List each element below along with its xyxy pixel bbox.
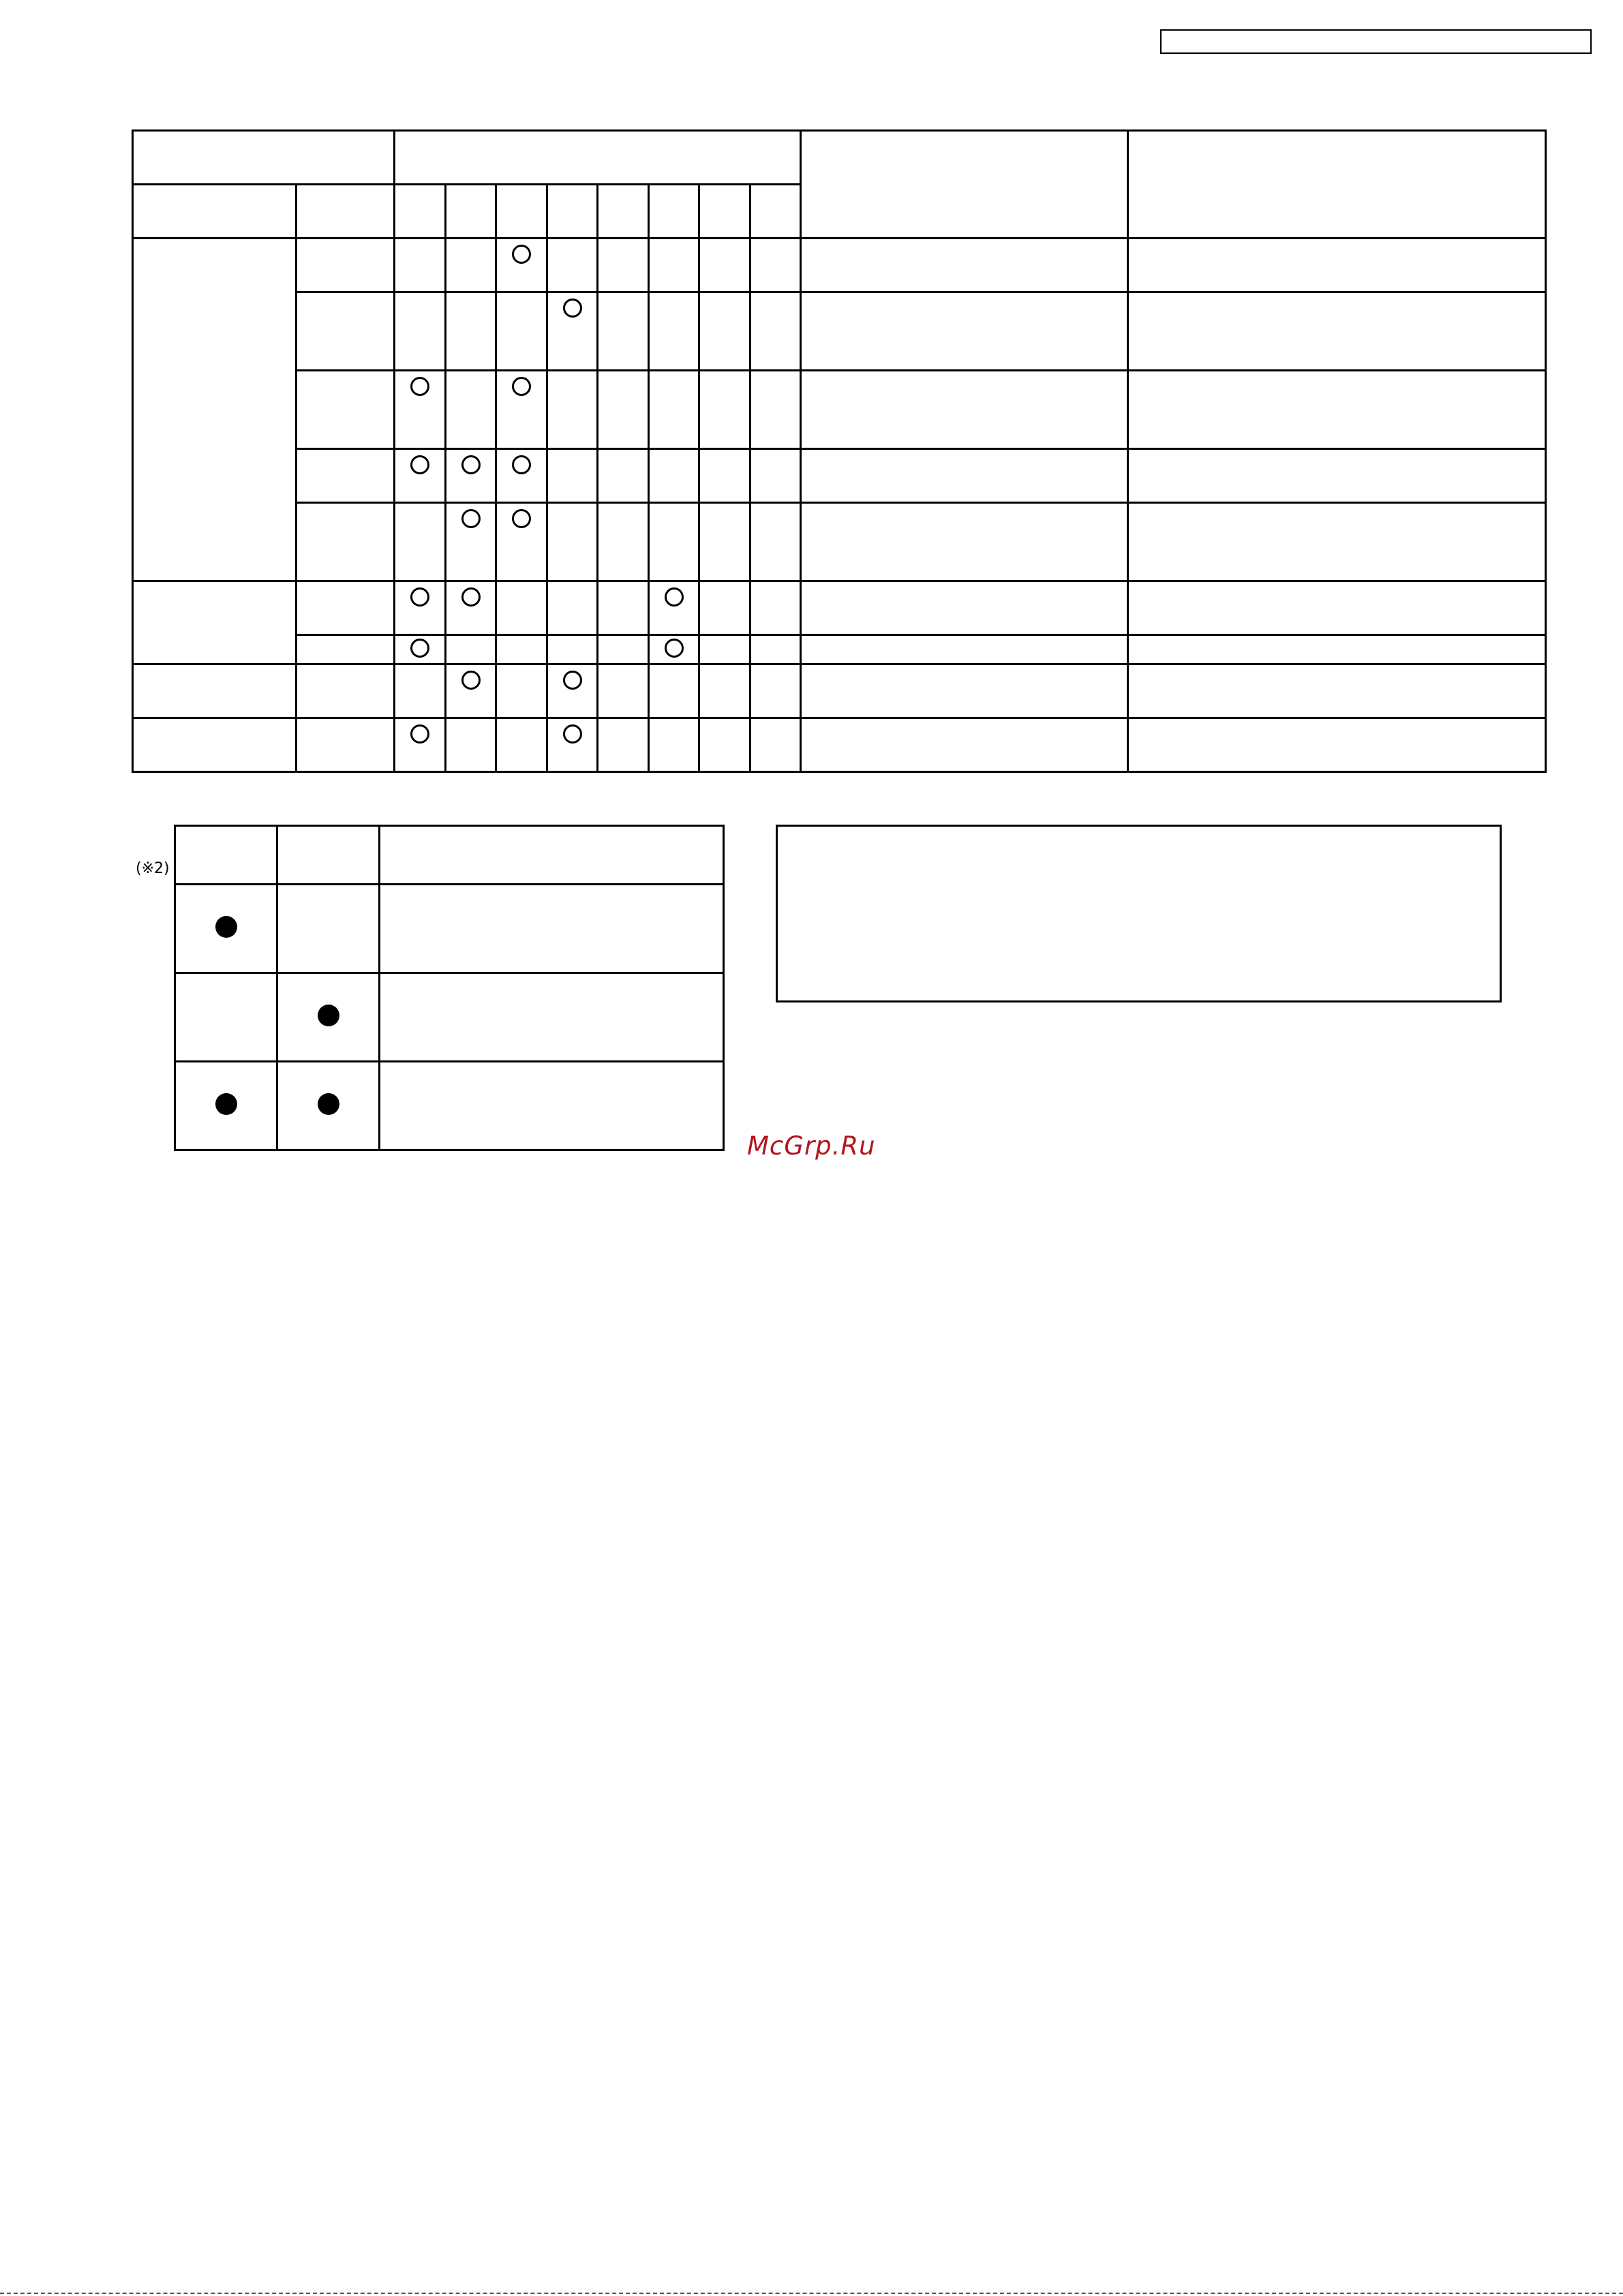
table-cell	[547, 718, 598, 772]
table-cell	[1128, 292, 1546, 371]
group-cell	[133, 718, 297, 772]
table-cell	[496, 449, 547, 503]
table-cell	[496, 239, 547, 292]
legend-cell	[277, 973, 380, 1062]
table-row	[133, 239, 1546, 292]
header-cell	[133, 185, 297, 239]
table-cell	[801, 581, 1128, 635]
legend-cell	[277, 885, 380, 973]
table-row	[133, 449, 1546, 503]
table-cell	[699, 292, 750, 371]
header-cell	[750, 185, 801, 239]
table-cell	[750, 581, 801, 635]
table-cell	[1128, 449, 1546, 503]
table-cell	[1128, 371, 1546, 449]
table-cell	[395, 635, 446, 664]
legend-cell	[277, 1062, 380, 1150]
header-cell	[1128, 131, 1546, 239]
table-cell	[297, 635, 395, 664]
header-cell	[496, 185, 547, 239]
header-cell	[446, 185, 496, 239]
table-cell	[446, 581, 496, 635]
document-id-box	[1160, 29, 1592, 54]
table-cell	[395, 371, 446, 449]
table-cell	[699, 503, 750, 581]
legend-row	[175, 973, 724, 1062]
table-cell	[649, 635, 699, 664]
table-cell	[598, 718, 649, 772]
table-cell	[649, 664, 699, 718]
open-circle-mark	[563, 724, 582, 744]
table-cell	[649, 239, 699, 292]
table-cell	[801, 718, 1128, 772]
filled-dot-mark	[215, 1093, 237, 1115]
table-cell	[297, 449, 395, 503]
table-cell	[1128, 239, 1546, 292]
table-cell	[446, 635, 496, 664]
table-row	[133, 664, 1546, 718]
footer-divider	[0, 2293, 1623, 2294]
legend-row	[175, 1062, 724, 1150]
table-cell	[649, 581, 699, 635]
table-cell	[547, 635, 598, 664]
table-cell	[801, 503, 1128, 581]
header-cell	[649, 185, 699, 239]
group-cell	[133, 239, 297, 581]
table-cell	[1128, 581, 1546, 635]
table-cell	[598, 581, 649, 635]
open-circle-mark	[410, 377, 429, 396]
open-circle-mark	[665, 639, 684, 658]
legend-header-row	[175, 826, 724, 885]
table-cell	[750, 239, 801, 292]
table-cell	[598, 371, 649, 449]
table-cell	[446, 718, 496, 772]
legend-cell	[277, 826, 380, 885]
open-circle-mark	[665, 587, 684, 607]
legend-cell	[175, 1062, 277, 1150]
table-cell	[496, 718, 547, 772]
header-cell	[395, 131, 801, 185]
table-cell	[496, 664, 547, 718]
legend-cell	[175, 885, 277, 973]
open-circle-mark	[461, 509, 481, 528]
table-cell	[297, 718, 395, 772]
open-circle-mark	[563, 671, 582, 690]
main-specification-table	[132, 129, 1547, 773]
open-circle-mark	[512, 509, 531, 528]
table-cell	[547, 449, 598, 503]
table-cell	[446, 503, 496, 581]
table-cell	[496, 581, 547, 635]
group-cell	[133, 581, 297, 664]
table-cell	[446, 449, 496, 503]
table-cell	[750, 503, 801, 581]
table-cell	[496, 292, 547, 371]
table-cell	[699, 449, 750, 503]
open-circle-mark	[461, 455, 481, 474]
table-cell	[395, 449, 446, 503]
table-cell	[395, 292, 446, 371]
table-cell	[395, 718, 446, 772]
watermark-text: McGrp.Ru	[747, 1131, 876, 1161]
table-cell	[496, 371, 547, 449]
open-circle-mark	[512, 377, 531, 396]
header-cell	[801, 131, 1128, 239]
table-row	[133, 581, 1546, 635]
table-cell	[598, 503, 649, 581]
legend-note-label: (※2)	[136, 860, 170, 877]
table-cell	[547, 503, 598, 581]
legend-cell	[175, 826, 277, 885]
table-cell	[547, 581, 598, 635]
table-cell	[395, 664, 446, 718]
open-circle-mark	[512, 245, 531, 264]
table-cell	[750, 292, 801, 371]
header-cell	[297, 185, 395, 239]
header-row-1	[133, 131, 1546, 185]
table-cell	[496, 503, 547, 581]
table-cell	[699, 664, 750, 718]
table-cell	[649, 371, 699, 449]
note-box	[776, 825, 1502, 1002]
legend-cell	[380, 885, 724, 973]
table-cell	[598, 292, 649, 371]
table-cell	[1128, 635, 1546, 664]
table-cell	[699, 371, 750, 449]
filled-dot-mark	[215, 916, 237, 938]
open-circle-mark	[410, 724, 429, 744]
table-cell	[547, 292, 598, 371]
open-circle-mark	[461, 671, 481, 690]
table-cell	[547, 664, 598, 718]
legend-cell	[380, 1062, 724, 1150]
table-cell	[699, 718, 750, 772]
table-cell	[297, 503, 395, 581]
table-cell	[297, 239, 395, 292]
table-cell	[297, 292, 395, 371]
table-cell	[598, 664, 649, 718]
legend-row	[175, 885, 724, 973]
open-circle-mark	[512, 455, 531, 474]
table-cell	[1128, 503, 1546, 581]
table-cell	[649, 503, 699, 581]
table-row	[133, 718, 1546, 772]
legend-cell	[175, 973, 277, 1062]
header-cell	[598, 185, 649, 239]
header-cell	[547, 185, 598, 239]
open-circle-mark	[461, 587, 481, 607]
table-cell	[297, 664, 395, 718]
table-cell	[395, 581, 446, 635]
filled-dot-mark	[318, 1093, 339, 1115]
table-cell	[801, 371, 1128, 449]
table-cell	[801, 239, 1128, 292]
table-cell	[649, 292, 699, 371]
table-cell	[446, 371, 496, 449]
table-cell	[598, 239, 649, 292]
table-cell	[750, 718, 801, 772]
table-cell	[297, 371, 395, 449]
table-row	[133, 371, 1546, 449]
open-circle-mark	[410, 639, 429, 658]
table-cell	[801, 664, 1128, 718]
table-cell	[750, 635, 801, 664]
table-cell	[598, 449, 649, 503]
table-cell	[649, 449, 699, 503]
open-circle-mark	[410, 455, 429, 474]
group-cell	[133, 664, 297, 718]
table-cell	[547, 371, 598, 449]
header-cell	[699, 185, 750, 239]
table-cell	[699, 581, 750, 635]
table-cell	[1128, 718, 1546, 772]
table-cell	[649, 718, 699, 772]
table-cell	[801, 449, 1128, 503]
table-cell	[750, 449, 801, 503]
table-cell	[801, 292, 1128, 371]
table-cell	[297, 581, 395, 635]
table-row	[133, 292, 1546, 371]
table-cell	[446, 664, 496, 718]
legend-cell	[380, 973, 724, 1062]
table-cell	[1128, 664, 1546, 718]
table-cell	[496, 635, 547, 664]
legend-cell	[380, 826, 724, 885]
table-cell	[699, 635, 750, 664]
table-row	[133, 503, 1546, 581]
table-row	[133, 635, 1546, 664]
table-cell	[750, 371, 801, 449]
table-cell	[395, 503, 446, 581]
open-circle-mark	[563, 299, 582, 318]
header-cell	[395, 185, 446, 239]
table-cell	[395, 239, 446, 292]
table-cell	[801, 635, 1128, 664]
header-cell	[133, 131, 395, 185]
table-cell	[446, 292, 496, 371]
table-cell	[699, 239, 750, 292]
table-cell	[750, 664, 801, 718]
filled-dot-mark	[318, 1005, 339, 1026]
table-cell	[547, 239, 598, 292]
table-cell	[446, 239, 496, 292]
legend-table	[174, 825, 725, 1151]
open-circle-mark	[410, 587, 429, 607]
table-cell	[598, 635, 649, 664]
